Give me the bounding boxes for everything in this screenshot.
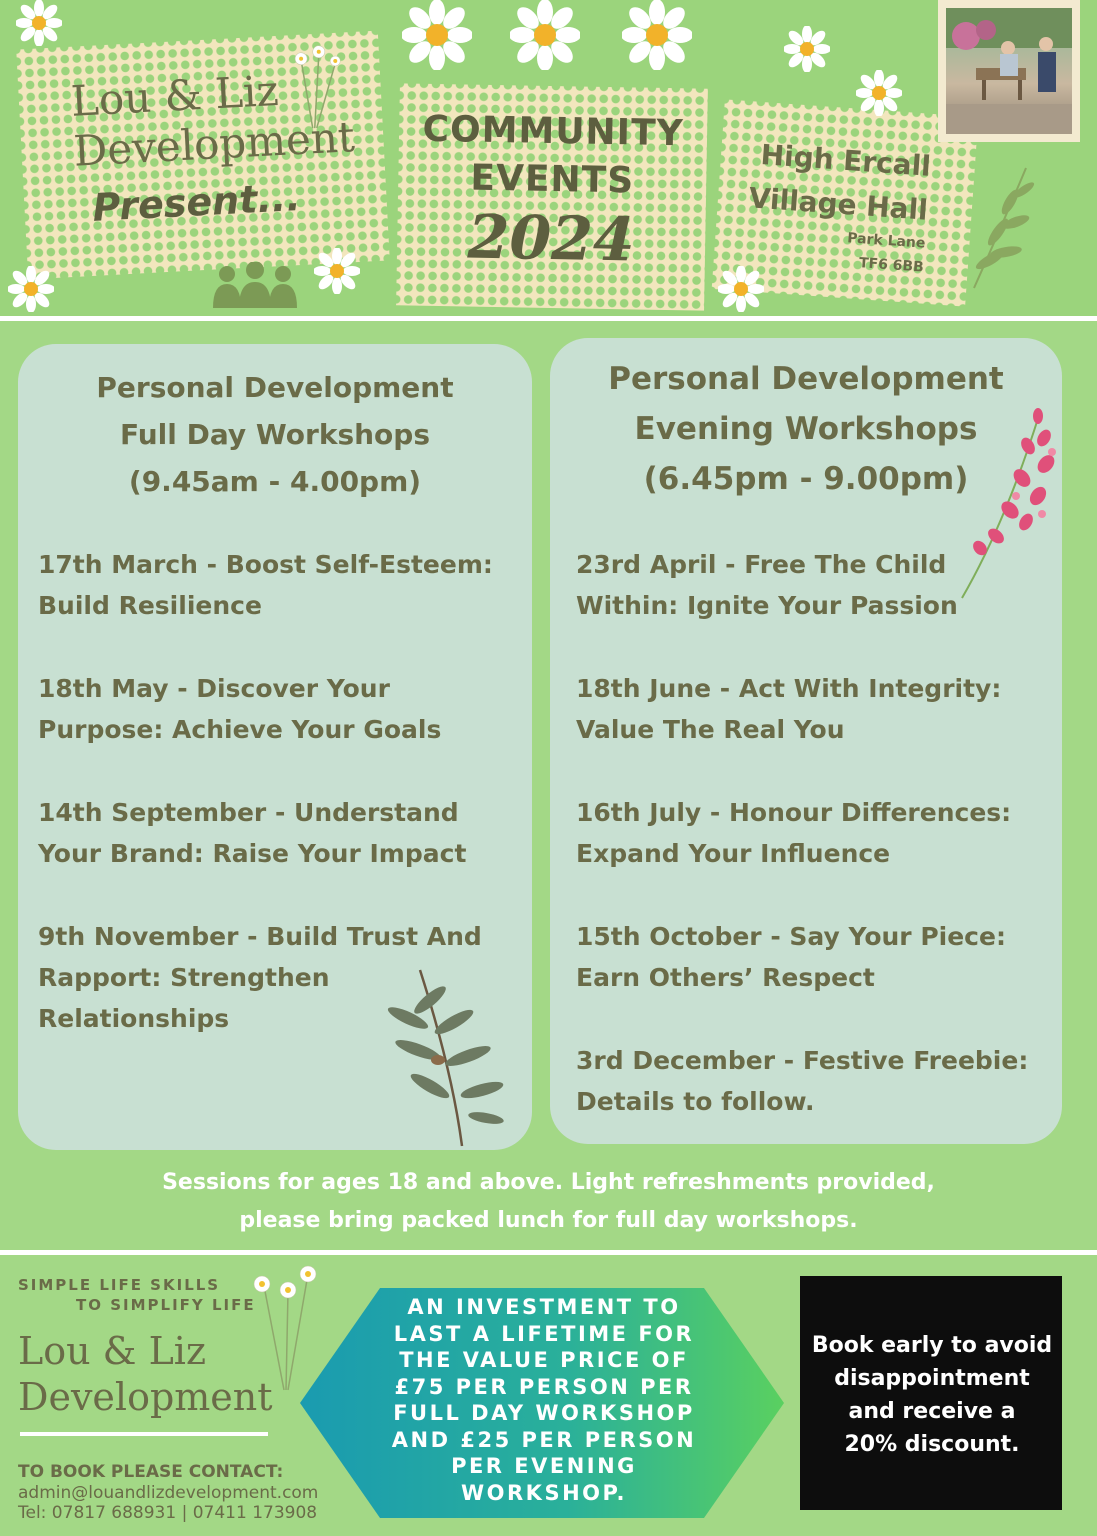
evening-title-3: (6.45pm - 9.00pm) [643,461,969,497]
event-line: 9th November - Build Trust And [38,922,482,951]
event-line: 15th October - Say Your Piece: [576,922,1006,951]
evening-event-3 [576,792,1011,874]
present-text: Present... [91,174,302,230]
daisy-icon [622,0,692,70]
footer-brand-1: Lou & Liz [18,1329,206,1373]
event-line: 3rd December - Festive Freebie: [576,1046,1029,1075]
daisy-icon [718,266,764,312]
event-line: Purpose: Achieve Your Goals [38,715,442,744]
bottom-divider [0,1250,1097,1255]
sessions-note-1: Sessions for ages 18 and above. Light refreshments provided, [162,1170,935,1195]
events-stamp [396,83,708,310]
people-icon [205,262,305,310]
contact-email[interactable]: admin@louandlizdevelopment.com [18,1483,319,1503]
event-line: 18th June - Act With Integrity: [576,674,1002,703]
discount-text [810,1329,1054,1461]
wildflower-icon [278,38,353,132]
full-day-event-1 [38,544,493,626]
event-line: 18th May - Discover Your [38,674,390,703]
discount-line: Book early to avoid [811,1333,1053,1358]
leaf-branch-icon [960,160,1040,290]
evening-event-2 [576,668,1001,750]
investment-line: PER EVENING [451,1454,637,1478]
events-line-2: EVENTS [470,157,635,202]
daisy-icon [856,70,902,116]
garden-photo [938,0,1080,142]
tagline-2: TO SIMPLIFY LIFE [76,1296,256,1314]
event-line: Details to follow. [576,1087,815,1116]
top-divider [0,316,1097,321]
events-year: 2024 [467,202,636,276]
footer-rule [20,1432,268,1436]
event-line: 23rd April - Free The Child [576,550,947,579]
daisy-icon [402,0,472,70]
venue-street: Park Lane [846,230,926,252]
investment-line: AN INVESTMENT TO [407,1295,681,1319]
venue-line-1: High Ercall [759,138,932,183]
footer-brand [18,1328,273,1420]
investment-line: WORKSHOP. [460,1480,628,1505]
evening-title-1: Personal Development [608,361,1004,397]
daisy-icon [314,248,360,294]
event-line: Your Brand: Raise Your Impact [38,839,467,868]
event-line: 14th September - Understand [38,798,459,827]
full-day-event-3 [38,792,466,874]
full-day-title-1: Personal Development [96,371,454,404]
event-line: Relationships [38,1004,230,1033]
daisy-icon [510,0,580,70]
investment-line: AND £25 PER PERSON [391,1427,697,1452]
full-day-event-2 [38,668,441,750]
event-line: Value The Real You [576,715,845,744]
contact-heading: TO BOOK PLEASE CONTACT: [18,1462,284,1482]
investment-line: £75 PER PERSON PER [394,1374,694,1399]
evening-title-2: Evening Workshops [634,411,978,447]
pink-flower-icon [956,402,1066,602]
sessions-note-2: please bring packed lunch for full day workshops. [239,1208,858,1233]
discount-line: and receive a [848,1399,1016,1424]
evening-event-5 [576,1040,1028,1122]
events-line-1: COMMUNITY [422,108,685,155]
event-line: Earn Others’ Respect [576,963,875,992]
brand-line-1: Lou & Liz [69,65,280,126]
investment-line: FULL DAY WORKSHOP [393,1401,695,1425]
venue-line-2: Village Hall [747,181,929,227]
brand-stamp [16,31,390,280]
daisy-icon [784,26,830,72]
investment-text [370,1294,718,1506]
event-line: Build Resilience [38,591,262,620]
investment-line: THE VALUE PRICE OF [399,1348,689,1372]
full-day-title [18,364,532,505]
discount-line: 20% discount. [844,1432,1020,1457]
daisy-icon [16,0,62,46]
daisy-icon [8,266,54,312]
full-day-title-3: (9.45am - 4.00pm) [128,465,422,498]
discount-line: disappointment [834,1366,1030,1391]
evening-event-4 [576,916,1006,998]
venue-postcode: TF6 6BB [858,255,925,276]
tagline-1: SIMPLE LIFE SKILLS [18,1276,221,1294]
event-line: Expand Your Influence [576,839,891,868]
full-day-title-2: Full Day Workshops [120,418,430,451]
event-line: 16th July - Honour Differences: [576,798,1012,827]
contact-phone[interactable]: Tel: 07817 688931 | 07411 173908 [18,1503,318,1523]
evening-event-1 [576,544,958,626]
olive-branch-icon [378,960,508,1150]
investment-line: LAST A LIFETIME FOR [393,1321,695,1346]
full-day-panel [18,344,532,1150]
header [0,0,1097,316]
photo-image [946,8,1072,134]
event-line: Rapport: Strengthen [38,963,330,992]
brand-line-2: Development [72,112,356,176]
footer-brand-2: Development [18,1375,273,1419]
event-line: Within: Ignite Your Passion [576,591,958,620]
event-line: 17th March - Boost Self-Esteem: [38,550,493,579]
